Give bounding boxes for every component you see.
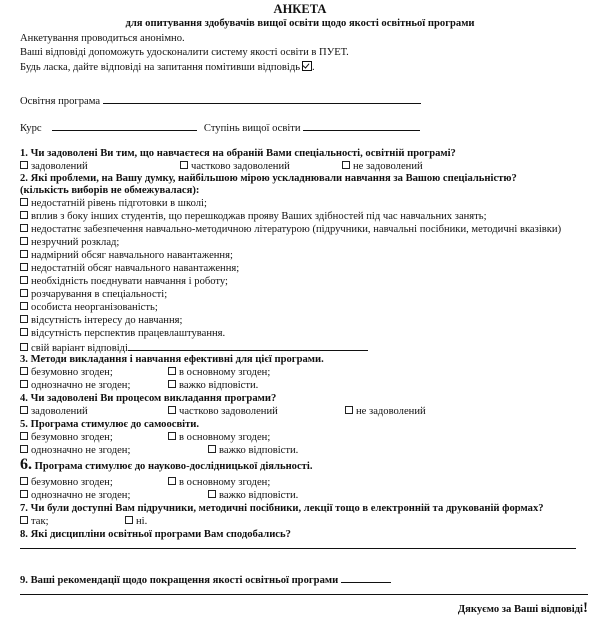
checkbox[interactable]	[20, 224, 28, 232]
q2-option-3[interactable]: недостатнє забезпечення навчально-методичною літературою (підручники, навчальні посібники, методичні вказівки)	[20, 223, 561, 236]
q7-option-2[interactable]: ні.	[125, 515, 147, 528]
checkbox[interactable]	[20, 380, 28, 388]
checkbox[interactable]	[125, 516, 133, 524]
q1-option-3[interactable]: не задоволений	[342, 160, 423, 173]
checkbox[interactable]	[20, 263, 28, 271]
degree-input-line[interactable]	[303, 120, 420, 131]
q2-option-8[interactable]: розчарування в спеціальності;	[20, 288, 167, 301]
q2-option-5[interactable]: надмірний обсяг навчального навантаження;	[20, 249, 233, 262]
q5-option-3[interactable]: однозначно не згоден;	[20, 444, 130, 457]
q1-option-2[interactable]: частково задоволений	[180, 160, 290, 173]
q4-option-3[interactable]: не задоволений	[345, 405, 426, 418]
degree-label: Ступінь вищої освіти	[203, 123, 301, 134]
q6-option-1[interactable]: безумовно згоден;	[20, 476, 113, 489]
checkbox[interactable]	[168, 477, 176, 485]
footer-rule	[20, 594, 588, 595]
question-2-note: (кількість виборів не обмежувалася):	[20, 185, 200, 196]
q2-option-2[interactable]: вплив з боку інших студентів, що перешкоджав прояву Ваших здібностей під час навчальних занять;	[20, 210, 487, 223]
q7-option-1[interactable]: так;	[20, 515, 49, 528]
program-input-line[interactable]	[103, 93, 421, 104]
q2-option-10[interactable]: відсутність інтересу до навчання;	[20, 314, 182, 327]
intro-line-3: Будь ласка, дайте відповіді на запитання помітивши відповідь .	[20, 62, 315, 73]
q6-option-2[interactable]: в основному згоден;	[168, 476, 270, 489]
q2-option-12[interactable]: свій варіант відповіді	[20, 340, 368, 355]
intro-line-2: Ваші відповіді допоможуть удосконалити систему якості освіти в ПУЕТ.	[20, 47, 349, 58]
checkbox[interactable]	[208, 445, 216, 453]
course-input-line[interactable]	[52, 120, 197, 131]
checkbox[interactable]	[180, 161, 188, 169]
q3-option-4[interactable]: важко відповісти.	[168, 379, 258, 392]
course-label: Курс	[20, 123, 42, 134]
question-3: 3. Методи викладання і навчання ефективні для цієї програми.	[20, 354, 324, 365]
checkbox[interactable]	[168, 406, 176, 414]
q2-option-7[interactable]: необхідність поєднувати навчання і роботу;	[20, 275, 228, 288]
checkbox[interactable]	[208, 490, 216, 498]
checkbox[interactable]	[20, 302, 28, 310]
question-5: 5. Програма стимулює до самоосвіти.	[20, 419, 200, 430]
question-1: 1. Чи задоволені Ви тим, що навчаєтеся на обраній Вами спеціальності, освітній програмі?	[20, 148, 456, 159]
checkbox[interactable]	[168, 367, 176, 375]
question-4: 4. Чи задоволені Ви процесом викладання програми?	[20, 393, 277, 404]
checkbox[interactable]	[168, 380, 176, 388]
program-label: Освітня програма	[20, 96, 101, 107]
page-title: АНКЕТА	[273, 2, 327, 16]
q1-option-1[interactable]: задоволений	[20, 160, 88, 173]
checkbox[interactable]	[20, 367, 28, 375]
question-7: 7. Чи були доступні Вам підручники, методичні посібники, лекції тощо в електронній та друкованій формах?	[20, 503, 544, 514]
checkbox[interactable]	[20, 432, 28, 440]
own-answer-line[interactable]	[128, 340, 368, 351]
checkbox[interactable]	[20, 328, 28, 336]
checkbox[interactable]	[20, 276, 28, 284]
checked-box-icon	[302, 61, 312, 71]
checkbox[interactable]	[168, 432, 176, 440]
q5-option-4[interactable]: важко відповісти.	[208, 444, 298, 457]
q3-option-3[interactable]: однозначно не згоден;	[20, 379, 130, 392]
checkbox[interactable]	[20, 211, 28, 219]
intro-line-1: Анкетування проводиться анонімно.	[20, 33, 185, 44]
checkbox[interactable]	[20, 237, 28, 245]
q3-option-2[interactable]: в основному згоден;	[168, 366, 270, 379]
checkbox[interactable]	[20, 490, 28, 498]
checkbox[interactable]	[20, 289, 28, 297]
checkbox[interactable]	[20, 343, 28, 351]
checkbox[interactable]	[20, 198, 28, 206]
question-9	[20, 572, 391, 587]
checkbox[interactable]	[20, 445, 28, 453]
q2-option-1[interactable]: недостатній рівень підготовки в школі;	[20, 197, 207, 210]
q3-option-1[interactable]: безумовно згоден;	[20, 366, 113, 379]
question-6-number: 6.	[20, 456, 32, 473]
intro-line-3-text: Будь ласка, дайте відповіді на запитання помітивши відповідь	[20, 62, 301, 73]
checkbox[interactable]	[345, 406, 353, 414]
question-9-text: 9. Ваші рекомендації щодо покращення якості освітньої програми	[20, 575, 339, 586]
page-subtitle: для опитування здобувачів вищої освіти щодо якості освітньої програми	[125, 18, 475, 29]
question-8: 8. Які дисципліни освітньої програми Вам сподобались?	[20, 529, 291, 540]
q2-option-6[interactable]: недостатній обсяг навчального навантаження;	[20, 262, 239, 275]
checkbox[interactable]	[20, 161, 28, 169]
q8-answer-line[interactable]	[20, 548, 576, 549]
q4-option-2[interactable]: частково задоволений	[168, 405, 278, 418]
checkbox[interactable]	[20, 406, 28, 414]
q2-option-9[interactable]: особиста неорганізованість;	[20, 301, 158, 314]
course-degree-field	[20, 120, 420, 135]
thanks-message	[458, 602, 588, 616]
q9-answer-line[interactable]	[341, 572, 391, 583]
q2-option-4[interactable]: незручний розклад;	[20, 236, 119, 249]
question-6	[20, 456, 312, 476]
question-6-text: Програма стимулює до науково-дослідницької діяльності.	[34, 461, 313, 472]
thanks-exclamation: !	[583, 600, 588, 616]
checkbox[interactable]	[20, 250, 28, 258]
checkbox[interactable]	[20, 477, 28, 485]
q4-option-1[interactable]: задоволений	[20, 405, 88, 418]
q5-option-2[interactable]: в основному згоден;	[168, 431, 270, 444]
q2-option-11[interactable]: відсутність перспектив працевлаштування.	[20, 327, 225, 340]
checkbox[interactable]	[342, 161, 350, 169]
program-field	[20, 93, 421, 108]
q5-option-1[interactable]: безумовно згоден;	[20, 431, 113, 444]
question-2: 2. Які проблеми, на Вашу думку, найбільшою мірою ускладнювали навчання за Вашою спеціальністю?	[20, 173, 517, 184]
q6-option-3[interactable]: однозначно не згоден;	[20, 489, 130, 502]
checkbox[interactable]	[20, 516, 28, 524]
thanks-text: Дякуємо за Ваші відповіді	[457, 604, 583, 615]
checkbox[interactable]	[20, 315, 28, 323]
q6-option-4[interactable]: важко відповісти.	[208, 489, 298, 502]
